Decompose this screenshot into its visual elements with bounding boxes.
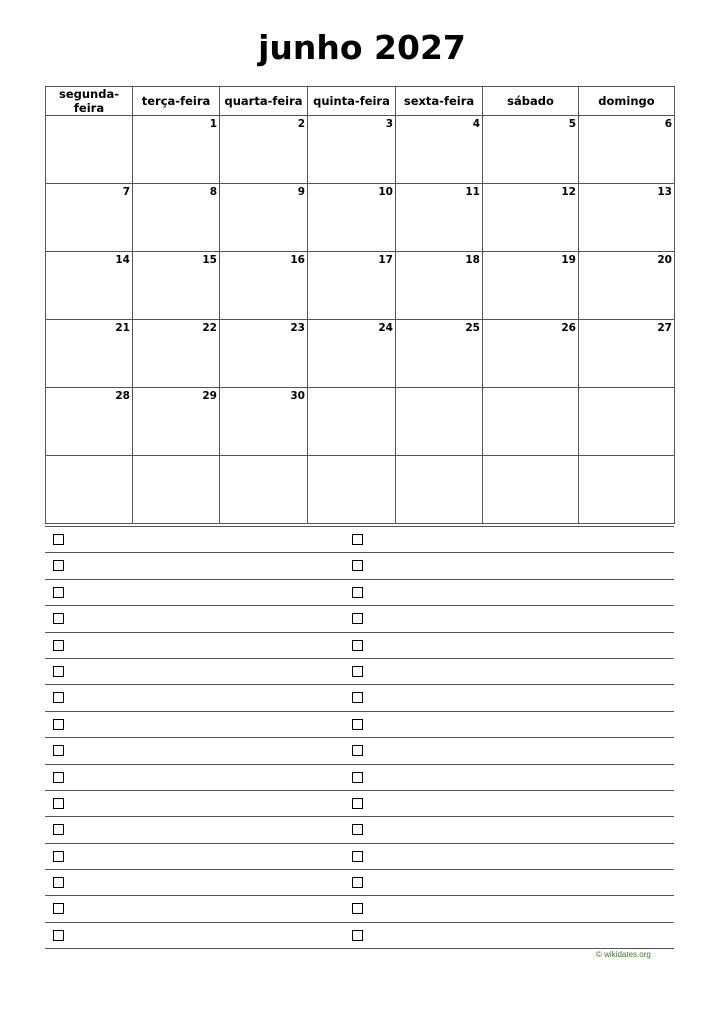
day-number: 2: [297, 118, 305, 130]
day-cell[interactable]: [133, 184, 220, 252]
task-list: [45, 526, 674, 949]
weekday-header: quinta-feira: [308, 87, 396, 116]
checkbox[interactable]: [53, 613, 64, 624]
checkbox[interactable]: [352, 640, 363, 651]
weekday-header: domingo: [579, 87, 675, 116]
checkbox[interactable]: [352, 851, 363, 862]
day-cell[interactable]: [133, 116, 220, 184]
task-row: [45, 633, 674, 659]
checkbox[interactable]: [53, 903, 64, 914]
weekday-header: sexta-feira: [396, 87, 483, 116]
day-cell[interactable]: [579, 388, 675, 456]
day-number: 12: [561, 186, 576, 198]
checkbox[interactable]: [352, 587, 363, 598]
weekday-header: quarta-feira: [220, 87, 308, 116]
day-cell[interactable]: [483, 252, 579, 320]
task-row: [45, 606, 674, 632]
day-cell[interactable]: [308, 388, 396, 456]
day-cell[interactable]: [396, 456, 483, 524]
checkbox[interactable]: [352, 877, 363, 888]
day-cell[interactable]: [396, 252, 483, 320]
day-cell[interactable]: [308, 320, 396, 388]
day-cell[interactable]: [133, 320, 220, 388]
calendar-week-row: [46, 116, 675, 184]
day-number: 30: [290, 390, 305, 402]
checkbox[interactable]: [53, 824, 64, 835]
checkbox[interactable]: [352, 666, 363, 677]
day-cell[interactable]: [220, 388, 308, 456]
day-cell[interactable]: [308, 184, 396, 252]
calendar-grid: [45, 86, 675, 524]
task-row: [45, 580, 674, 606]
checkbox[interactable]: [352, 692, 363, 703]
day-number: 4: [472, 118, 480, 130]
checkbox[interactable]: [352, 534, 363, 545]
day-number: 20: [657, 254, 672, 266]
checkbox[interactable]: [352, 719, 363, 730]
calendar-week-row: [46, 388, 675, 456]
day-number: [308, 456, 395, 458]
task-row: [45, 712, 674, 738]
task-row: [45, 685, 674, 711]
day-number: 26: [561, 322, 576, 334]
day-number: [133, 456, 219, 458]
task-row: [45, 791, 674, 817]
day-number: [483, 388, 578, 390]
checkbox[interactable]: [352, 824, 363, 835]
day-cell[interactable]: [220, 320, 308, 388]
day-cell[interactable]: [46, 184, 133, 252]
day-number: [579, 388, 674, 390]
checkbox[interactable]: [53, 798, 64, 809]
task-row: [45, 765, 674, 791]
day-cell[interactable]: [220, 116, 308, 184]
day-number: 17: [378, 254, 393, 266]
day-number: 27: [657, 322, 672, 334]
day-number: 22: [202, 322, 217, 334]
calendar-week-row: [46, 252, 675, 320]
checkbox[interactable]: [53, 587, 64, 598]
day-number: 8: [209, 186, 217, 198]
day-number: 11: [465, 186, 480, 198]
checkbox[interactable]: [352, 613, 363, 624]
checkbox[interactable]: [352, 798, 363, 809]
day-number: [483, 456, 578, 458]
day-cell[interactable]: [579, 456, 675, 524]
day-number: 10: [378, 186, 393, 198]
day-number: 13: [657, 186, 672, 198]
calendar-week-row: [46, 320, 675, 388]
day-number: [579, 456, 674, 458]
checkbox[interactable]: [53, 692, 64, 703]
day-cell[interactable]: [220, 184, 308, 252]
day-number: 3: [385, 118, 393, 130]
day-cell[interactable]: [396, 388, 483, 456]
day-cell[interactable]: [308, 252, 396, 320]
checkbox[interactable]: [53, 534, 64, 545]
day-number: 18: [465, 254, 480, 266]
day-number: 23: [290, 322, 305, 334]
day-cell[interactable]: [396, 320, 483, 388]
checkbox[interactable]: [352, 930, 363, 941]
day-cell[interactable]: [483, 320, 579, 388]
day-cell[interactable]: [308, 456, 396, 524]
day-number: 6: [664, 118, 672, 130]
weekday-header: sábado: [483, 87, 579, 116]
day-number: 5: [568, 118, 576, 130]
day-cell[interactable]: [483, 116, 579, 184]
checkbox[interactable]: [53, 719, 64, 730]
day-number: 9: [297, 186, 305, 198]
checkbox[interactable]: [352, 903, 363, 914]
day-cell[interactable]: [220, 456, 308, 524]
day-cell[interactable]: [308, 116, 396, 184]
checkbox[interactable]: [352, 745, 363, 756]
day-number: 24: [378, 322, 393, 334]
task-row: [45, 553, 674, 579]
calendar-title: junho 2027: [258, 28, 466, 67]
day-cell[interactable]: [46, 116, 133, 184]
checkbox[interactable]: [53, 930, 64, 941]
footer-credit: © wikidates.org: [596, 950, 651, 959]
checkbox[interactable]: [53, 745, 64, 756]
task-row: [45, 659, 674, 685]
day-cell[interactable]: [579, 320, 675, 388]
day-number: 14: [115, 254, 130, 266]
weekday-header-row: [46, 87, 675, 116]
day-cell[interactable]: [396, 116, 483, 184]
day-cell[interactable]: [46, 320, 133, 388]
day-number: 7: [122, 186, 130, 198]
day-cell[interactable]: [220, 252, 308, 320]
task-row: [45, 923, 674, 949]
day-cell[interactable]: [46, 456, 133, 524]
checkbox[interactable]: [53, 851, 64, 862]
day-cell[interactable]: [483, 456, 579, 524]
task-row: [45, 817, 674, 843]
day-cell[interactable]: [579, 184, 675, 252]
calendar-week-row: [46, 184, 675, 252]
day-number: 1: [209, 118, 217, 130]
day-cell[interactable]: [46, 388, 133, 456]
day-number: [396, 456, 482, 458]
day-number: [220, 456, 307, 458]
checkbox[interactable]: [53, 640, 64, 651]
calendar-week-row: [46, 456, 675, 524]
day-number: 15: [202, 254, 217, 266]
day-cell[interactable]: [133, 252, 220, 320]
day-cell[interactable]: [579, 252, 675, 320]
day-number: 29: [202, 390, 217, 402]
calendar-body: [46, 116, 675, 524]
day-cell[interactable]: [483, 184, 579, 252]
checkbox[interactable]: [53, 666, 64, 677]
weekday-header: terça-feira: [133, 87, 220, 116]
checkbox[interactable]: [53, 877, 64, 888]
day-cell[interactable]: [396, 184, 483, 252]
day-cell[interactable]: [46, 252, 133, 320]
checkbox[interactable]: [352, 560, 363, 571]
task-row: [45, 896, 674, 922]
day-number: 19: [561, 254, 576, 266]
day-number: [46, 456, 132, 458]
checkbox[interactable]: [53, 772, 64, 783]
day-cell[interactable]: [483, 388, 579, 456]
day-cell[interactable]: [133, 388, 220, 456]
day-number: 25: [465, 322, 480, 334]
task-row: [45, 844, 674, 870]
checkbox[interactable]: [352, 772, 363, 783]
day-number: 16: [290, 254, 305, 266]
day-number: 21: [115, 322, 130, 334]
day-cell[interactable]: [579, 116, 675, 184]
day-number: 28: [115, 390, 130, 402]
weekday-header: segunda-feira: [46, 87, 133, 116]
task-row: [45, 870, 674, 896]
task-row: [45, 738, 674, 764]
day-cell[interactable]: [133, 456, 220, 524]
day-number: [46, 116, 132, 118]
checkbox[interactable]: [53, 560, 64, 571]
day-number: [308, 388, 395, 390]
day-number: [396, 388, 482, 390]
task-row: [45, 527, 674, 553]
